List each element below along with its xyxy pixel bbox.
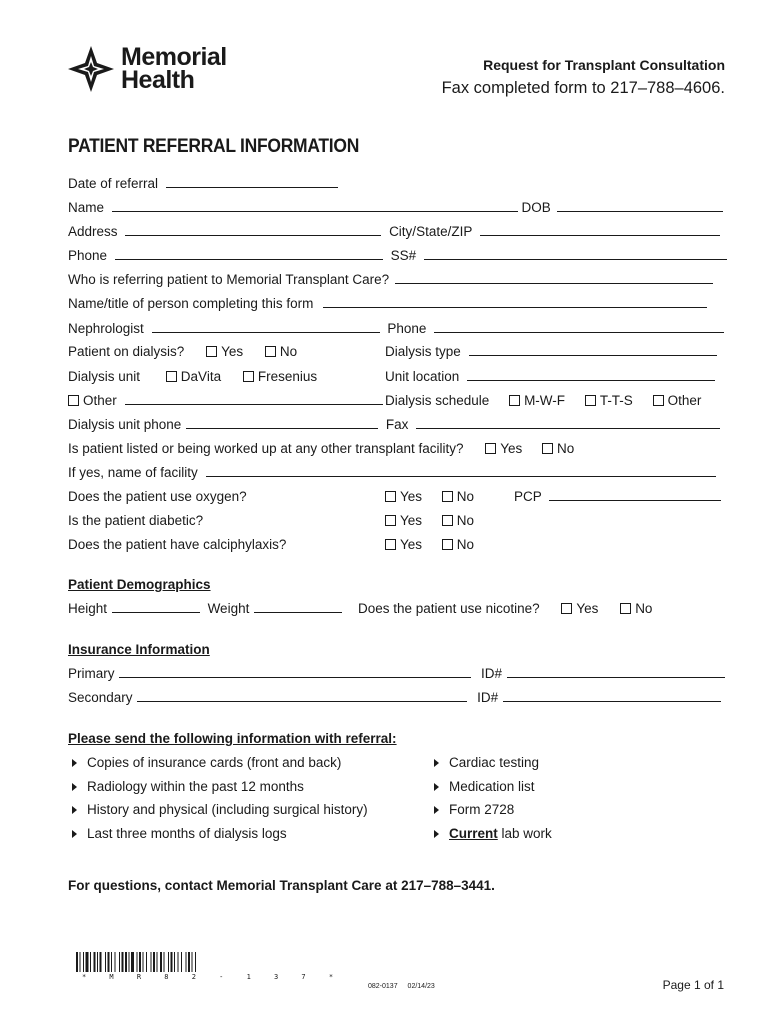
davita-checkbox[interactable]: [166, 371, 177, 382]
bullet-triangle-icon: [72, 806, 77, 814]
list-item: [434, 802, 514, 817]
primary-field[interactable]: [119, 666, 471, 678]
diabetic-no-label: No: [456, 513, 475, 528]
row-who-referring: [68, 272, 713, 288]
form-title: Request for Transplant Consultation: [483, 57, 725, 73]
oxygen-yes-label: Yes: [400, 489, 423, 504]
row-unit-location: [385, 369, 715, 385]
date-of-referral-field[interactable]: [166, 176, 338, 188]
on-dialysis-yes-checkbox[interactable]: [206, 346, 217, 357]
row-on-dialysis: [68, 344, 297, 360]
calciphylaxis-yes-label: Yes: [400, 537, 423, 552]
header: [442, 57, 725, 98]
dialysis-type-label: Dialysis type: [385, 344, 461, 359]
diabetic-yes-label: Yes: [400, 513, 423, 528]
ssn-field[interactable]: [424, 248, 727, 260]
who-referring-field[interactable]: [395, 272, 713, 284]
row-name-title: [68, 296, 707, 312]
on-dialysis-no-checkbox[interactable]: [265, 346, 276, 357]
on-dialysis-label: Patient on dialysis?: [68, 344, 185, 359]
on-dialysis-yes-label: Yes: [221, 344, 244, 359]
listed-yes-label: Yes: [500, 441, 523, 456]
row-listed-elsewhere: [68, 441, 574, 457]
contact-text: For questions, contact Memorial Transplant Care at 217–788–3441.: [68, 878, 495, 893]
row-pcp: [514, 489, 721, 505]
other-schedule-label: Other: [667, 393, 702, 408]
memorial-health-logo: [66, 44, 227, 94]
nicotine-yes-checkbox[interactable]: [561, 603, 572, 614]
mwf-checkbox[interactable]: [509, 395, 520, 406]
send-item-label: Form 2728: [449, 802, 515, 817]
send-item-label: History and physical (including surgical history): [87, 802, 368, 817]
dialysis-unit-label: Dialysis unit: [68, 369, 141, 384]
primary-id-field[interactable]: [507, 666, 725, 678]
nicotine-no-checkbox[interactable]: [620, 603, 631, 614]
tts-label: T-T-S: [599, 393, 633, 408]
listed-elsewhere-label: Is patient listed or being worked up at any other transplant facility?: [68, 441, 464, 456]
calciphylaxis-label: Does the patient have calciphylaxis?: [68, 537, 287, 552]
primary-label: Primary: [68, 666, 115, 681]
list-item: [434, 755, 539, 770]
name-title-field[interactable]: [323, 296, 707, 308]
section-title: PATIENT REFERRAL INFORMATION: [68, 136, 360, 157]
mwf-label: M-W-F: [524, 393, 566, 408]
oxygen-no-label: No: [456, 489, 475, 504]
list-item: [72, 802, 368, 817]
nicotine-no-label: No: [635, 601, 653, 616]
row-height-weight: [68, 601, 342, 617]
pcp-label: PCP: [514, 489, 542, 504]
secondary-id-label: ID#: [477, 690, 499, 705]
send-info-heading: Please send the following information with referral:: [68, 731, 397, 746]
row-dialysis-type: [385, 344, 717, 360]
phone-label: Phone: [68, 248, 108, 263]
secondary-field[interactable]: [137, 690, 467, 702]
row-other-unit: [68, 393, 383, 409]
form-number-value: 082-0137: [368, 983, 398, 990]
send-item-label: Radiology within the past 12 months: [87, 779, 304, 794]
nicotine-label: Does the patient use nicotine?: [358, 601, 540, 616]
list-item: [72, 826, 287, 841]
unit-location-field[interactable]: [467, 369, 715, 381]
diabetic-yes-checkbox[interactable]: [385, 515, 396, 526]
bullet-triangle-icon: [72, 783, 77, 791]
weight-label: Weight: [207, 601, 250, 616]
row-primary-insurance: [68, 666, 725, 682]
list-item: [72, 779, 304, 794]
nephrologist-label: Nephrologist: [68, 321, 144, 336]
fax-field[interactable]: [416, 417, 720, 429]
brand-line2: Health: [121, 66, 195, 94]
name-label: Name: [68, 200, 105, 215]
oxygen-yes-checkbox[interactable]: [385, 491, 396, 502]
city-state-zip-label: City/State/ZIP: [389, 224, 473, 239]
bullet-triangle-icon: [434, 830, 439, 838]
listed-yes-checkbox[interactable]: [485, 443, 496, 454]
ssn-label: SS#: [390, 248, 417, 263]
diabetic-no-checkbox[interactable]: [442, 515, 453, 526]
city-state-zip-field[interactable]: [480, 224, 720, 236]
davita-label: DaVita: [180, 369, 222, 384]
nephrologist-phone-field[interactable]: [434, 321, 724, 333]
dialysis-unit-phone-field[interactable]: [186, 417, 378, 429]
row-calciphylaxis-options: [385, 537, 474, 553]
calciphylaxis-no-checkbox[interactable]: [442, 539, 453, 550]
fresenius-label: Fresenius: [257, 369, 318, 384]
nephrologist-phone-label: Phone: [387, 321, 427, 336]
send-item-label: Medication list: [449, 779, 535, 794]
secondary-label: Secondary: [68, 690, 133, 705]
row-facility-name: [68, 465, 716, 481]
weight-field[interactable]: [254, 601, 342, 613]
row-name: [68, 200, 723, 216]
pcp-field[interactable]: [549, 489, 721, 501]
oxygen-no-checkbox[interactable]: [442, 491, 453, 502]
other-unit-field[interactable]: [125, 393, 383, 405]
brand-name: [121, 43, 227, 94]
dialysis-unit-phone-label: Dialysis unit phone: [68, 417, 182, 432]
fresenius-checkbox[interactable]: [243, 371, 254, 382]
row-dialysis-schedule: [385, 393, 701, 409]
diabetic-label: Is the patient diabetic?: [68, 513, 204, 528]
list-item: [72, 755, 341, 770]
nicotine-yes-label: Yes: [576, 601, 599, 616]
who-referring-label: Who is referring patient to Memorial Transplant Care?: [68, 272, 390, 287]
brand-line1: Memorial: [121, 43, 227, 71]
row-nicotine: [358, 601, 652, 617]
lab-work-label: lab work: [501, 826, 552, 841]
other-schedule-checkbox[interactable]: [653, 395, 664, 406]
bullet-triangle-icon: [434, 783, 439, 791]
primary-id-label: ID#: [481, 666, 503, 681]
row-diabetic-options: [385, 513, 474, 529]
oxygen-label: Does the patient use oxygen?: [68, 489, 247, 504]
address-label: Address: [68, 224, 118, 239]
fax-label: Fax: [385, 417, 409, 432]
calciphylaxis-yes-checkbox[interactable]: [385, 539, 396, 550]
page-number: Page 1 of 1: [662, 978, 724, 992]
row-secondary-insurance: [68, 690, 721, 706]
dob-field[interactable]: [557, 200, 723, 212]
send-item-label: Last three months of dialysis logs: [87, 826, 287, 841]
form-date-value: 02/14/23: [407, 983, 435, 990]
row-address: [68, 224, 720, 240]
send-item-label: Copies of insurance cards (front and back): [87, 755, 342, 770]
row-oxygen: [68, 489, 247, 505]
height-label: Height: [68, 601, 108, 616]
dob-label: DOB: [521, 200, 551, 215]
tts-checkbox[interactable]: [585, 395, 596, 406]
fax-instruction: Fax completed form to 217–788–4606.: [441, 79, 725, 97]
row-oxygen-options: [385, 489, 474, 505]
dialysis-type-field[interactable]: [469, 344, 717, 356]
form-number: [368, 983, 435, 990]
bullet-triangle-icon: [72, 830, 77, 838]
row-date-of-referral: [68, 176, 338, 192]
list-item: [434, 779, 535, 794]
other-unit-checkbox[interactable]: [68, 395, 79, 406]
other-unit-label: Other: [83, 393, 117, 408]
facility-name-field[interactable]: [206, 465, 716, 477]
row-phone: [68, 248, 727, 264]
name-field[interactable]: [112, 200, 518, 212]
row-nephrologist: [68, 321, 724, 337]
memorial-health-star-icon: [66, 44, 116, 94]
row-calciphylaxis: [68, 537, 286, 553]
send-item-label: Cardiac testing: [449, 755, 540, 770]
current-label: Current: [449, 826, 498, 841]
bullet-triangle-icon: [434, 759, 439, 767]
dialysis-schedule-label: Dialysis schedule: [385, 393, 490, 408]
height-field[interactable]: [112, 601, 200, 613]
unit-location-label: Unit location: [385, 369, 460, 384]
row-dialysis-unit: [68, 369, 317, 385]
list-item: [434, 826, 552, 841]
nephrologist-field[interactable]: [152, 321, 380, 333]
bullet-triangle-icon: [434, 806, 439, 814]
facility-name-label: If yes, name of facility: [68, 465, 198, 480]
bullet-triangle-icon: [72, 759, 77, 767]
date-of-referral-label: Date of referral: [68, 176, 159, 191]
secondary-id-field[interactable]: [503, 690, 721, 702]
demographics-heading: Patient Demographics: [68, 577, 211, 592]
calciphylaxis-no-label: No: [456, 537, 475, 552]
row-diabetic: [68, 513, 203, 529]
name-title-label: Name/title of person completing this form: [68, 296, 314, 311]
insurance-heading: Insurance Information: [68, 642, 210, 657]
address-field[interactable]: [125, 224, 381, 236]
listed-no-label: No: [557, 441, 575, 456]
on-dialysis-no-label: No: [279, 344, 298, 359]
listed-no-checkbox[interactable]: [542, 443, 553, 454]
barcode-text: * M R 8 2 - 1 3 7 *: [82, 973, 343, 981]
phone-field[interactable]: [115, 248, 383, 260]
row-dialysis-unit-phone: [68, 417, 720, 433]
